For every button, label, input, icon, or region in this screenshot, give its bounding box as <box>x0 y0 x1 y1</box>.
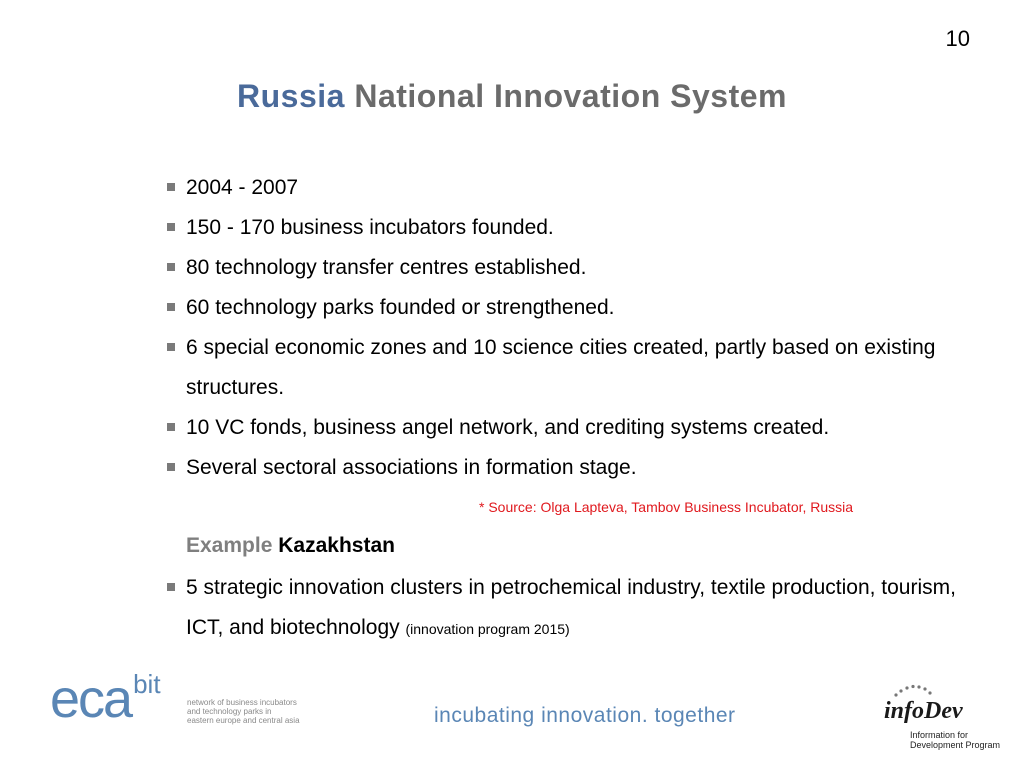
bullet-text: 5 strategic innovation clusters in petrochemical industry, textile production, tourism, ICT, and biotechnology <box>186 576 956 639</box>
ecabit-logo-main: eca <box>50 669 132 729</box>
example-bullet-list <box>164 568 984 649</box>
square-bullet-icon <box>167 183 175 191</box>
example-label: Example <box>186 534 273 557</box>
title-country: Russia <box>237 78 345 114</box>
bullet-item <box>164 248 984 288</box>
square-bullet-icon <box>167 583 175 591</box>
infodev-sub-line: Development Program <box>910 740 1001 750</box>
bullet-list <box>164 168 984 488</box>
source-note: * Source: Olga Lapteva, Tambov Business Incubator, Russia <box>479 499 854 515</box>
bullet-item <box>164 568 984 649</box>
bullet-item <box>164 168 984 208</box>
bullet-text: Several sectoral associations in formation stage. <box>186 456 637 479</box>
square-bullet-icon <box>167 263 175 271</box>
infodev-name: infoDev <box>884 698 963 724</box>
ecabit-logo <box>50 668 159 730</box>
ecabit-desc-line: and technology parks in <box>187 707 272 716</box>
bullet-item <box>164 328 984 408</box>
ecabit-logo-sup: bit <box>133 669 161 699</box>
tagline: incubating innovation. together <box>434 704 736 727</box>
bullet-item <box>164 448 984 488</box>
title-topic: National Innovation System <box>354 78 787 114</box>
infodev-subtitle <box>910 730 1010 750</box>
bullet-item <box>164 408 984 448</box>
footer <box>0 660 1024 768</box>
ecabit-description <box>187 698 327 725</box>
page-number: 10 <box>945 26 970 51</box>
bullet-note: (innovation program 2015) <box>405 621 570 637</box>
example-country: Kazakhstan <box>278 534 395 557</box>
infodev-sub-line: Information for <box>910 730 969 740</box>
bullet-text: 80 technology transfer centres established. <box>186 256 587 279</box>
square-bullet-icon <box>167 463 175 471</box>
bullet-text: 150 - 170 business incubators founded. <box>186 216 554 239</box>
bullet-text: 6 special economic zones and 10 science cities created, partly based on existing structures. <box>186 336 936 399</box>
square-bullet-icon <box>167 223 175 231</box>
slide-title <box>0 78 1024 115</box>
bullet-text: 2004 - 2007 <box>186 176 299 199</box>
ecabit-desc-line: eastern europe and central asia <box>187 716 300 725</box>
bullet-item <box>164 288 984 328</box>
infodev-dots-icon <box>892 684 936 698</box>
example-heading <box>186 534 395 558</box>
bullet-text: 10 VC fonds, business angel network, and crediting systems created. <box>186 416 830 439</box>
bullet-text: 60 technology parks founded or strengthened. <box>186 296 615 319</box>
bullet-item <box>164 208 984 248</box>
square-bullet-icon <box>167 423 175 431</box>
square-bullet-icon <box>167 303 175 311</box>
square-bullet-icon <box>167 343 175 351</box>
ecabit-desc-line: network of business incubators <box>187 698 297 707</box>
